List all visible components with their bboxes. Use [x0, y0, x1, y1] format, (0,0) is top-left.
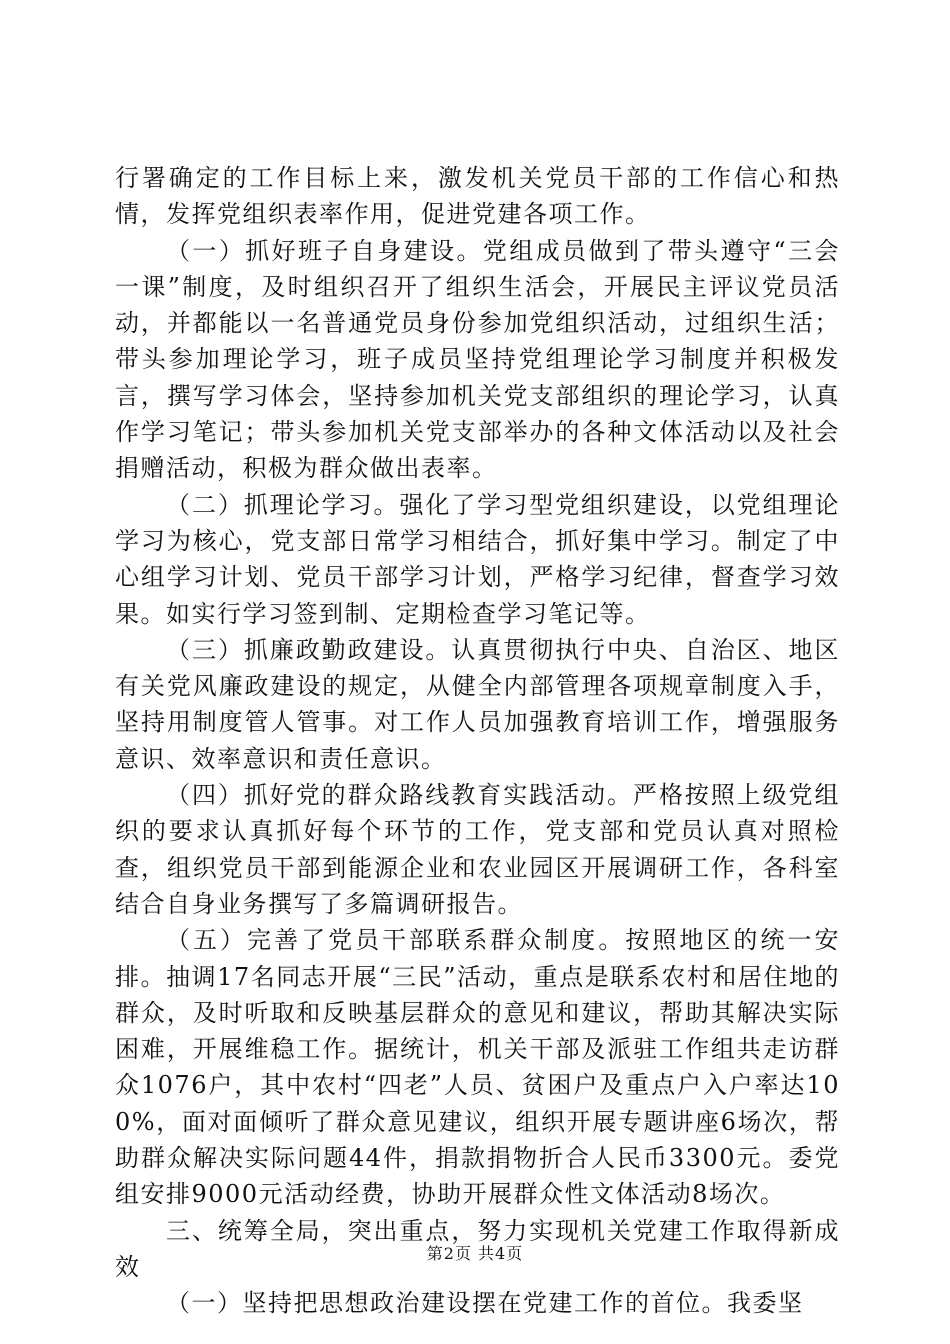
page-footer: 第2页 共4页 — [426, 1244, 524, 1263]
document-body — [115, 160, 840, 1322]
paragraph-section-1: （一）抓好班子自身建设。党组成员做到了带头遵守“三会一课”制度，及时组织召开了组织生活会，开展民主评议党员活动，并都能以一名普通党员身份参加党组织活动，过组织生活；带头参加理论学习，班子成员坚持党组理论学习制度并积极发言，撰写学习体会，坚持参加机关党支部组织的理论学习，认真作学习笔记；带头参加机关党支部举办的各种文体活动以及社会捐赠活动，积极为群众做出表率。 — [115, 236, 840, 483]
paragraph-section-2: （二）抓理论学习。强化了学习型党组织建设，以党组理论学习为核心，党支部日常学习相结合，抓好集中学习。制定了中心组学习计划、党员干部学习计划，严格学习纪律，督查学习效果。如实行学习签到制、定期检查学习笔记等。 — [115, 490, 840, 628]
paragraph-subsection-1: （一）坚持把思想政治建设摆在党建工作的首位。我委坚 — [166, 1289, 804, 1318]
paragraph-continuation: 行署确定的工作目标上来，激发机关党员干部的工作信心和热情，发挥党组织表率作用，促进党建各项工作。 — [115, 164, 840, 229]
paragraph-section-5: （五）完善了党员干部联系群众制度。按照地区的统一安排。抽调17名同志开展“三民”活动，重点是联系农村和居住地的群众，及时听取和反映基层群众的意见和建议，帮助其解决实际困难，开展维稳工作。据统计，机关干部及派驻工作组共走访群众1076户，其中农村“四老”人员、贫困户及重点户入户率达100%，面对面倾听了群众意见建议，组织开展专题讲座6场次，帮助群众解决实际问题44件，捐款捐物折合人民币3300元。委党组安排9000元活动经费，协助开展群众性文体活动8场次。 — [115, 926, 840, 1209]
paragraph-section-3: （三）抓廉政勤政建设。认真贯彻执行中央、自治区、地区有关党风廉政建设的规定，从健全内部管理各项规章制度入手，坚持用制度管人管事。对工作人员加强教育培训工作，增强服务意识、效率意识和责任意识。 — [115, 635, 840, 773]
section-heading-3: 三、统筹全局，突出重点，努力实现机关党建工作取得新成效 — [115, 1216, 840, 1281]
paragraph-section-4: （四）抓好党的群众路线教育实践活动。严格按照上级党组织的要求认真抓好每个环节的工作，党支部和党员认真对照检查，组织党员干部到能源企业和农业园区开展调研工作，各科室结合自身业务撰写了多篇调研报告。 — [115, 781, 840, 918]
